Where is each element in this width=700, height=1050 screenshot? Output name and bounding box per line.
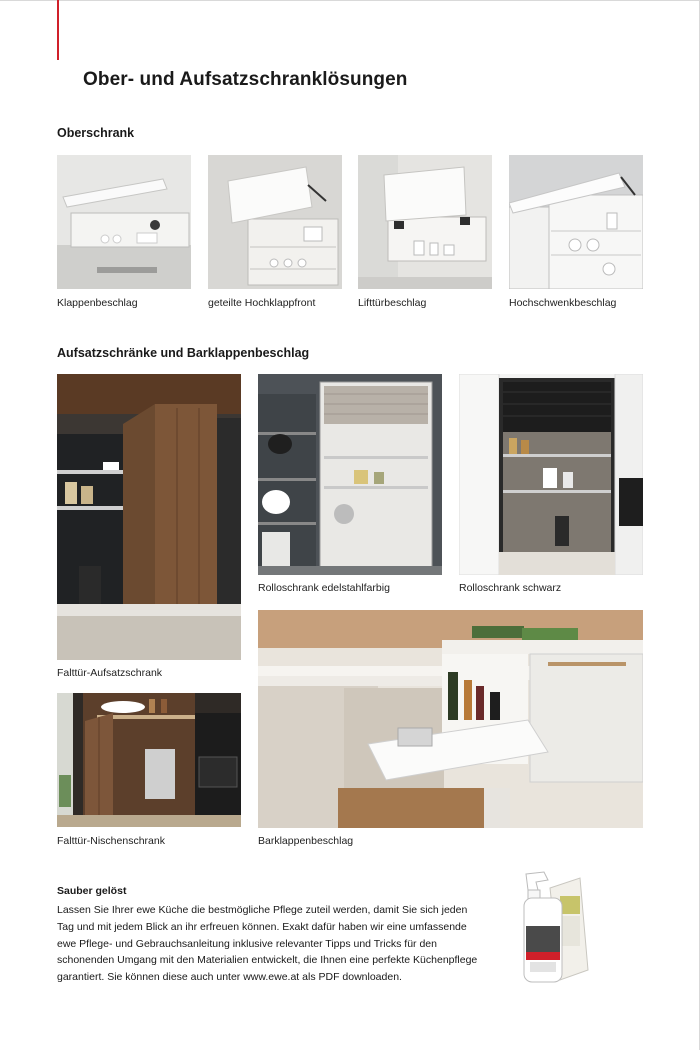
- caption-rolloschrank-edelstahlfarbig: Rolloschrank edelstahlfarbig: [258, 582, 390, 594]
- caption-hochschwenkbeschlag: Hochschwenkbeschlag: [509, 297, 617, 309]
- care-note-title: Sauber gelöst: [57, 885, 127, 897]
- photo-falttuer-nischenschrank: [57, 693, 241, 827]
- section-heading-aufsatz: Aufsatzschränke und Barklappenbeschlag: [57, 346, 310, 360]
- photo-barklappenbeschlag: [258, 610, 643, 828]
- caption-rolloschrank-schwarz: Rolloschrank schwarz: [459, 582, 562, 594]
- care-note-body: [57, 902, 507, 986]
- caption-geteilte-hochklappfront: geteilte Hochklappfront: [208, 297, 316, 309]
- photo-lifttuerbeschlag: [358, 155, 492, 289]
- photo-hochschwenkbeschlag: [509, 155, 643, 289]
- care-note-line: garantiert. Sie können diese auch unter www.ewe.at als PDF downloaden.: [57, 971, 402, 984]
- care-note-line: Lassen Sie Ihrer ewe Küche die bestmögliche Pflege zuteil werden, damit Sie sich jeden: [57, 904, 468, 916]
- photo-rolloschrank-schwarz: [459, 374, 643, 575]
- care-note-line: ewe Pflege- und Gebrauchsanleitung inklusive relevanter Tipps und Tricks für den: [57, 937, 437, 950]
- caption-falttuer-aufsatzschrank: Falttür-Aufsatzschrank: [57, 667, 163, 679]
- page-border-top: [0, 0, 700, 1]
- photo-geteilte-hochklappfront: [208, 155, 342, 289]
- photo-falttuer-aufsatzschrank: [57, 374, 241, 660]
- care-spray-bottle-icon: [514, 866, 590, 988]
- section-heading-oberschrank: Oberschrank: [57, 126, 135, 140]
- caption-lifttuerbeschlag: Lifttürbeschlag: [358, 297, 427, 309]
- accent-bar: [57, 0, 59, 60]
- photo-rolloschrank-edelstahlfarbig: [258, 374, 442, 575]
- photo-klappenbeschlag: [57, 155, 191, 289]
- caption-barklappenbeschlag: Barklappenbeschlag: [258, 835, 354, 847]
- care-note-line: schonenden Umgang mit den Materialien entwickelt, die Ihnen eine perfekte Küchenpflege: [57, 954, 478, 967]
- care-note-line: Tag und mit jedem Blick an ihr erfreuen können. Exakt dafür haben wir eine umfassende: [57, 920, 467, 933]
- caption-falttuer-nischenschrank: Falttür-Nischenschrank: [57, 835, 165, 847]
- caption-klappenbeschlag: Klappenbeschlag: [57, 297, 138, 309]
- page-title: Ober- und Aufsatzschranklösungen: [83, 69, 408, 90]
